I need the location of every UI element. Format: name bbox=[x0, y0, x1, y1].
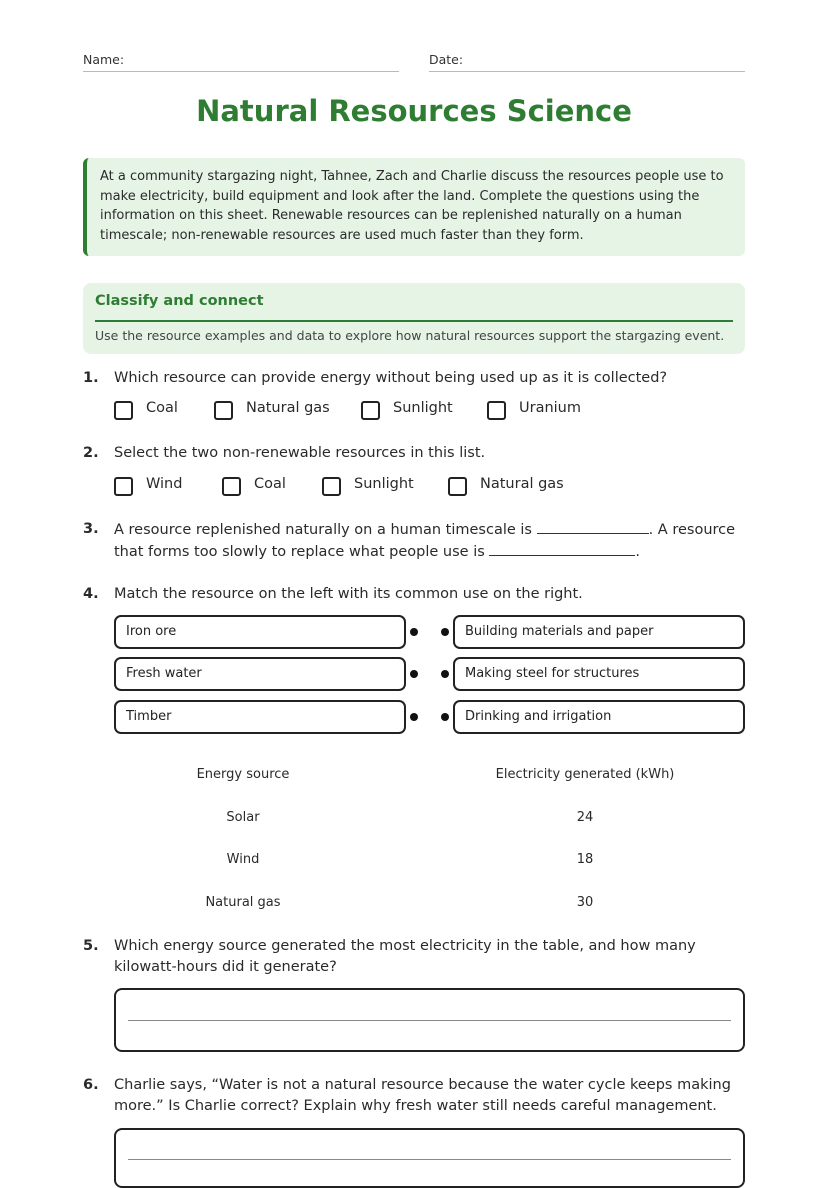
section-divider bbox=[95, 320, 733, 322]
question-text bbox=[114, 519, 745, 563]
checkbox[interactable] bbox=[222, 477, 241, 496]
date-line bbox=[429, 71, 745, 72]
question-text: Which energy source generated the most electricity in the table, and how many kilowatt-hours did it generate? bbox=[114, 938, 696, 975]
table-header: Electricity generated (kWh) bbox=[495, 767, 675, 782]
page-title: Natural Resources Science bbox=[196, 94, 632, 128]
fill-in-text-1: A resource replenished naturally on a human timescale is bbox=[114, 522, 532, 538]
answer-box-5[interactable] bbox=[114, 988, 745, 1052]
question-number: 4. bbox=[83, 586, 99, 602]
checkbox[interactable] bbox=[322, 477, 341, 496]
question-text: Charlie says, “Water is not a natural resource because the water cycle keeps making more.” Is Charlie correct? Explain why fresh water still needs careful management. bbox=[114, 1077, 731, 1114]
match-dot-right[interactable] bbox=[441, 670, 449, 678]
question-number: 6. bbox=[83, 1077, 99, 1093]
table-cell: 24 bbox=[576, 810, 594, 825]
table-cell: Solar bbox=[226, 810, 260, 825]
option-label: Wind bbox=[146, 476, 183, 492]
answer-line bbox=[128, 1020, 731, 1021]
match-right-building-materials[interactable] bbox=[453, 615, 745, 649]
option-label: Sunlight bbox=[354, 476, 414, 492]
match-left-iron-ore[interactable] bbox=[114, 615, 406, 649]
answer-line bbox=[128, 1159, 731, 1160]
question-number: 1. bbox=[83, 370, 99, 386]
intro-panel bbox=[83, 158, 745, 256]
option-label: Coal bbox=[146, 400, 178, 416]
option-label: Coal bbox=[254, 476, 286, 492]
question-text: Match the resource on the left with its common use on the right. bbox=[114, 586, 583, 602]
section-title: Classify and connect bbox=[95, 293, 264, 309]
answer-box-6[interactable] bbox=[114, 1128, 745, 1188]
match-dot-right[interactable] bbox=[441, 628, 449, 636]
table-cell: Natural gas bbox=[205, 895, 281, 910]
match-dot-left[interactable] bbox=[410, 628, 418, 636]
question-text: Which resource can provide energy without being used up as it is collected? bbox=[114, 370, 668, 386]
match-left-timber[interactable] bbox=[114, 700, 406, 734]
intro-text: At a community stargazing night, Tahnee, Zach and Charlie discuss the resources people use to make electricity, build equipment and look after the land. Complete the questions using the information on this sheet. Renewable resources can be replenished naturally on a human timescale; non-renewable resources are used much faster than they form. bbox=[100, 169, 724, 243]
match-label: Making steel for structures bbox=[465, 666, 640, 681]
match-dot-left[interactable] bbox=[410, 713, 418, 721]
section-header bbox=[83, 283, 745, 354]
match-left-fresh-water[interactable] bbox=[114, 657, 406, 691]
name-line bbox=[83, 71, 399, 72]
match-label: Building materials and paper bbox=[465, 624, 654, 639]
question-number: 3. bbox=[83, 521, 99, 537]
question-number: 2. bbox=[83, 445, 99, 461]
match-dot-left[interactable] bbox=[410, 670, 418, 678]
date-field[interactable] bbox=[429, 52, 745, 67]
table-cell: 18 bbox=[576, 852, 594, 867]
checkbox[interactable] bbox=[114, 401, 133, 420]
date-label: Date: bbox=[429, 52, 464, 67]
match-label: Fresh water bbox=[126, 666, 202, 681]
option-label: Natural gas bbox=[480, 476, 564, 492]
match-label: Timber bbox=[126, 709, 172, 724]
checkbox[interactable] bbox=[448, 477, 467, 496]
name-field[interactable] bbox=[83, 52, 399, 67]
checkbox[interactable] bbox=[361, 401, 380, 420]
name-label: Name: bbox=[83, 52, 125, 67]
section-description: Use the resource examples and data to explore how natural resources support the stargazing event. bbox=[95, 328, 725, 343]
question-number: 5. bbox=[83, 938, 99, 954]
option-label: Sunlight bbox=[393, 400, 453, 416]
checkbox[interactable] bbox=[114, 477, 133, 496]
table-cell: Wind bbox=[226, 852, 260, 867]
match-right-making-steel[interactable] bbox=[453, 657, 745, 691]
fill-in-blank-1[interactable] bbox=[537, 519, 649, 534]
match-label: Iron ore bbox=[126, 624, 177, 639]
table-header: Energy source bbox=[196, 767, 290, 782]
checkbox[interactable] bbox=[487, 401, 506, 420]
question-text: Select the two non-renewable resources in this list. bbox=[114, 445, 486, 461]
checkbox[interactable] bbox=[214, 401, 233, 420]
fill-in-text-2: . A resource that forms too slowly to replace what people use is bbox=[114, 522, 736, 560]
match-label: Drinking and irrigation bbox=[465, 709, 612, 724]
option-label: Natural gas bbox=[246, 400, 330, 416]
option-label: Uranium bbox=[519, 400, 581, 416]
match-dot-right[interactable] bbox=[441, 713, 449, 721]
match-right-drinking-irrigation[interactable] bbox=[453, 700, 745, 734]
fill-in-text-3: . bbox=[635, 544, 641, 560]
fill-in-blank-2[interactable] bbox=[489, 541, 635, 556]
table-cell: 30 bbox=[576, 895, 594, 910]
